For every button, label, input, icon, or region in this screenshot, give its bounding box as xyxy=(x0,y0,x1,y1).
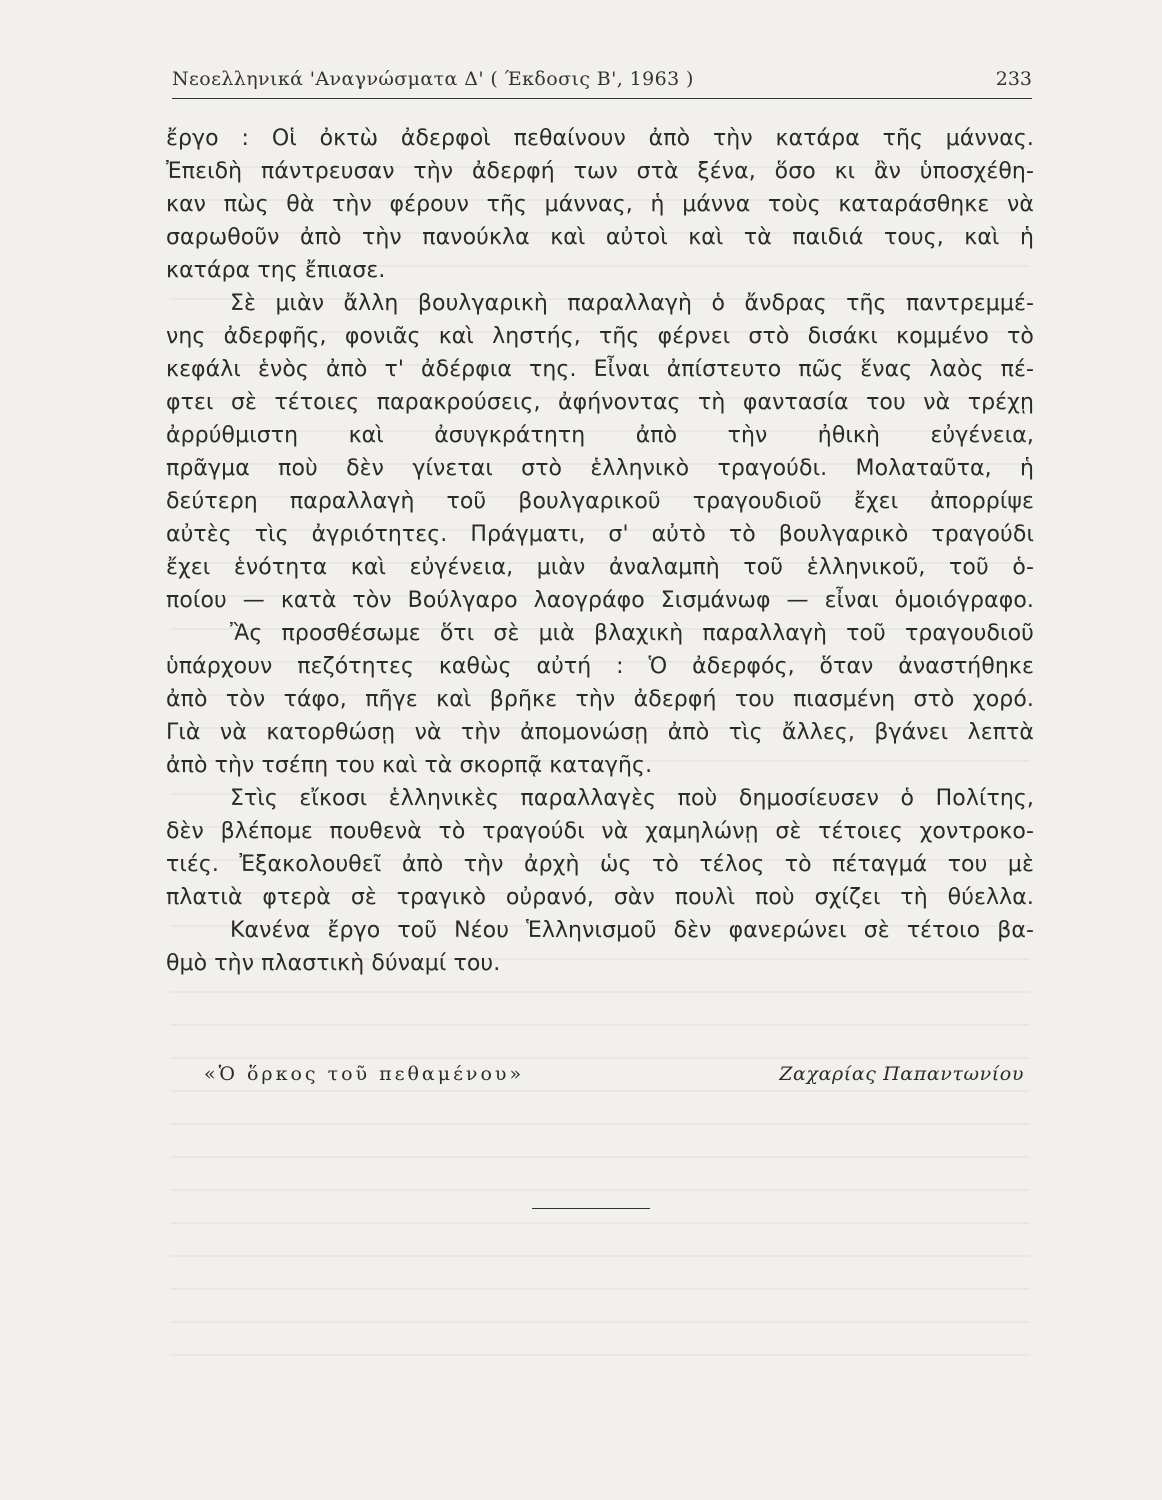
text-line: φτει σὲ τέτοιες παρακρούσεις, ἀφήνοντας τὴ φαντασία του νὰ τρέχῃ xyxy=(166,390,1034,415)
text-line: ἔχει ἑνότητα καὶ εὐγένεια, μιὰν ἀναλαμπὴ τοῦ ἑλληνικοῦ, τοῦ ὁ- xyxy=(166,555,1034,580)
text-line: τιές. Ἐξακολουθεῖ ἀπὸ τὴν ἀρχὴ ὡς τὸ τέλος τὸ πέταγμά του μὲ xyxy=(166,852,1034,877)
text-line: καν πὼς θὰ τὴν φέρουν τῆς μάννας, ἡ μάννα τοὺς καταράσθηκε νὰ xyxy=(166,192,1034,217)
source-work-title: «Ὁ ὅρκος τοῦ πεθαμένου» xyxy=(204,1063,525,1085)
body-text xyxy=(166,122,1034,980)
author-name: Ζαχαρίας Παπαντωνίου xyxy=(779,1063,1024,1085)
text-line: Γιὰ νὰ κατορθώσῃ νὰ τὴν ἀπομονώσῃ ἀπὸ τὶς ἄλλες, βγάνει λεπτὰ xyxy=(166,720,1034,745)
header-title: Νεοελληνικά 'Αναγνώσματα Δ' ( Έκδοσις Β', 1963 ) xyxy=(172,68,694,90)
text-line: σαρωθοῦν ἀπὸ τὴν πανούκλα καὶ αὐτοὶ καὶ τὰ παιδιά τους, καὶ ἡ xyxy=(166,225,1034,250)
text-line: αὐτὲς τὶς ἀγριότητες. Πράγματι, σ' αὐτὸ τὸ βουλγαρικὸ τραγούδι xyxy=(166,522,1034,547)
text-line: Σὲ μιὰν ἄλλη βουλγαρικὴ παραλλαγὴ ὁ ἄνδρας τῆς παντρεμμέ- xyxy=(230,291,1034,316)
text-line: κατάρα της ἔπιασε. xyxy=(166,258,386,283)
text-line: πλατιὰ φτερὰ σὲ τραγικὸ οὐρανό, σὰν πουλὶ ποὺ σχίζει τὴ θύελλα. xyxy=(166,885,1034,910)
text-line: κεφάλι ἑνὸς ἀπὸ τ' ἀδέρφια της. Εἶναι ἀπίστευτο πῶς ἕνας λαὸς πέ- xyxy=(166,357,1034,382)
page-number: 233 xyxy=(995,68,1032,90)
text-line: ἔργο : Οἱ ὀκτὼ ἀδερφοὶ πεθαίνουν ἀπὸ τὴν κατάρα τῆς μάννας. xyxy=(166,126,1034,151)
text-line: Ἂς προσθέσωμε ὅτι σὲ μιὰ βλαχικὴ παραλλαγὴ τοῦ τραγουδιοῦ xyxy=(230,621,1034,646)
text-line: ποίου — κατὰ τὸν Βούλγαρο λαογράφο Σισμάνωφ — εἶναι ὁμοιόγραφο. xyxy=(166,588,1034,613)
section-end-rule xyxy=(532,1208,650,1209)
text-line: θμὸ τὴν πλαστικὴ δύναμί του. xyxy=(166,951,501,976)
text-line: ὑπάρχουν πεζότητες καθὼς αὐτή : Ὁ ἀδερφός, ὅταν ἀναστήθηκε xyxy=(166,654,1034,679)
text-line: Κανένα ἔργο τοῦ Νέου Ἑλληνισμοῦ δὲν φανερώνει σὲ τέτοιο βα- xyxy=(230,918,1034,943)
text-line: ἀρρύθμιστη καὶ ἀσυγκράτητη ἀπὸ τὴν ἠθικὴ εὐγένεια, xyxy=(166,423,1034,448)
text-line: πρᾶγμα ποὺ δὲν γίνεται στὸ ἑλληνικὸ τραγούδι. Μολαταῦτα, ἡ xyxy=(166,456,1034,481)
text-line: δὲν βλέπομε πουθενὰ τὸ τραγούδι νὰ χαμηλώνῃ σὲ τέτοιες χοντροκο- xyxy=(166,819,1034,844)
text-line: δεύτερη παραλλαγὴ τοῦ βουλγαρικοῦ τραγουδιοῦ ἔχει ἀπορρίψε xyxy=(166,489,1034,514)
text-line: Ἐπειδὴ πάντρευσαν τὴν ἀδερφή των στὰ ξένα, ὅσο κι ἂν ὑποσχέθη- xyxy=(166,159,1034,184)
text-line: νης ἀδερφῆς, φονιᾶς καὶ ληστής, τῆς φέρνει στὸ δισάκι κομμένο τὸ xyxy=(166,324,1034,349)
text-line: ἀπὸ τὸν τάφο, πῆγε καὶ βρῆκε τὴν ἀδερφή του πιασμένη στὸ χορό. xyxy=(166,687,1034,712)
text-line: Στὶς εἴκοσι ἑλληνικὲς παραλλαγὲς ποὺ δημοσίευσεν ὁ Πολίτης, xyxy=(230,786,1034,811)
attribution xyxy=(204,1063,1024,1093)
text-line: ἀπὸ τὴν τσέπη του καὶ τὰ σκορπᾷ καταγῆς. xyxy=(166,753,653,778)
running-header xyxy=(172,64,1032,99)
